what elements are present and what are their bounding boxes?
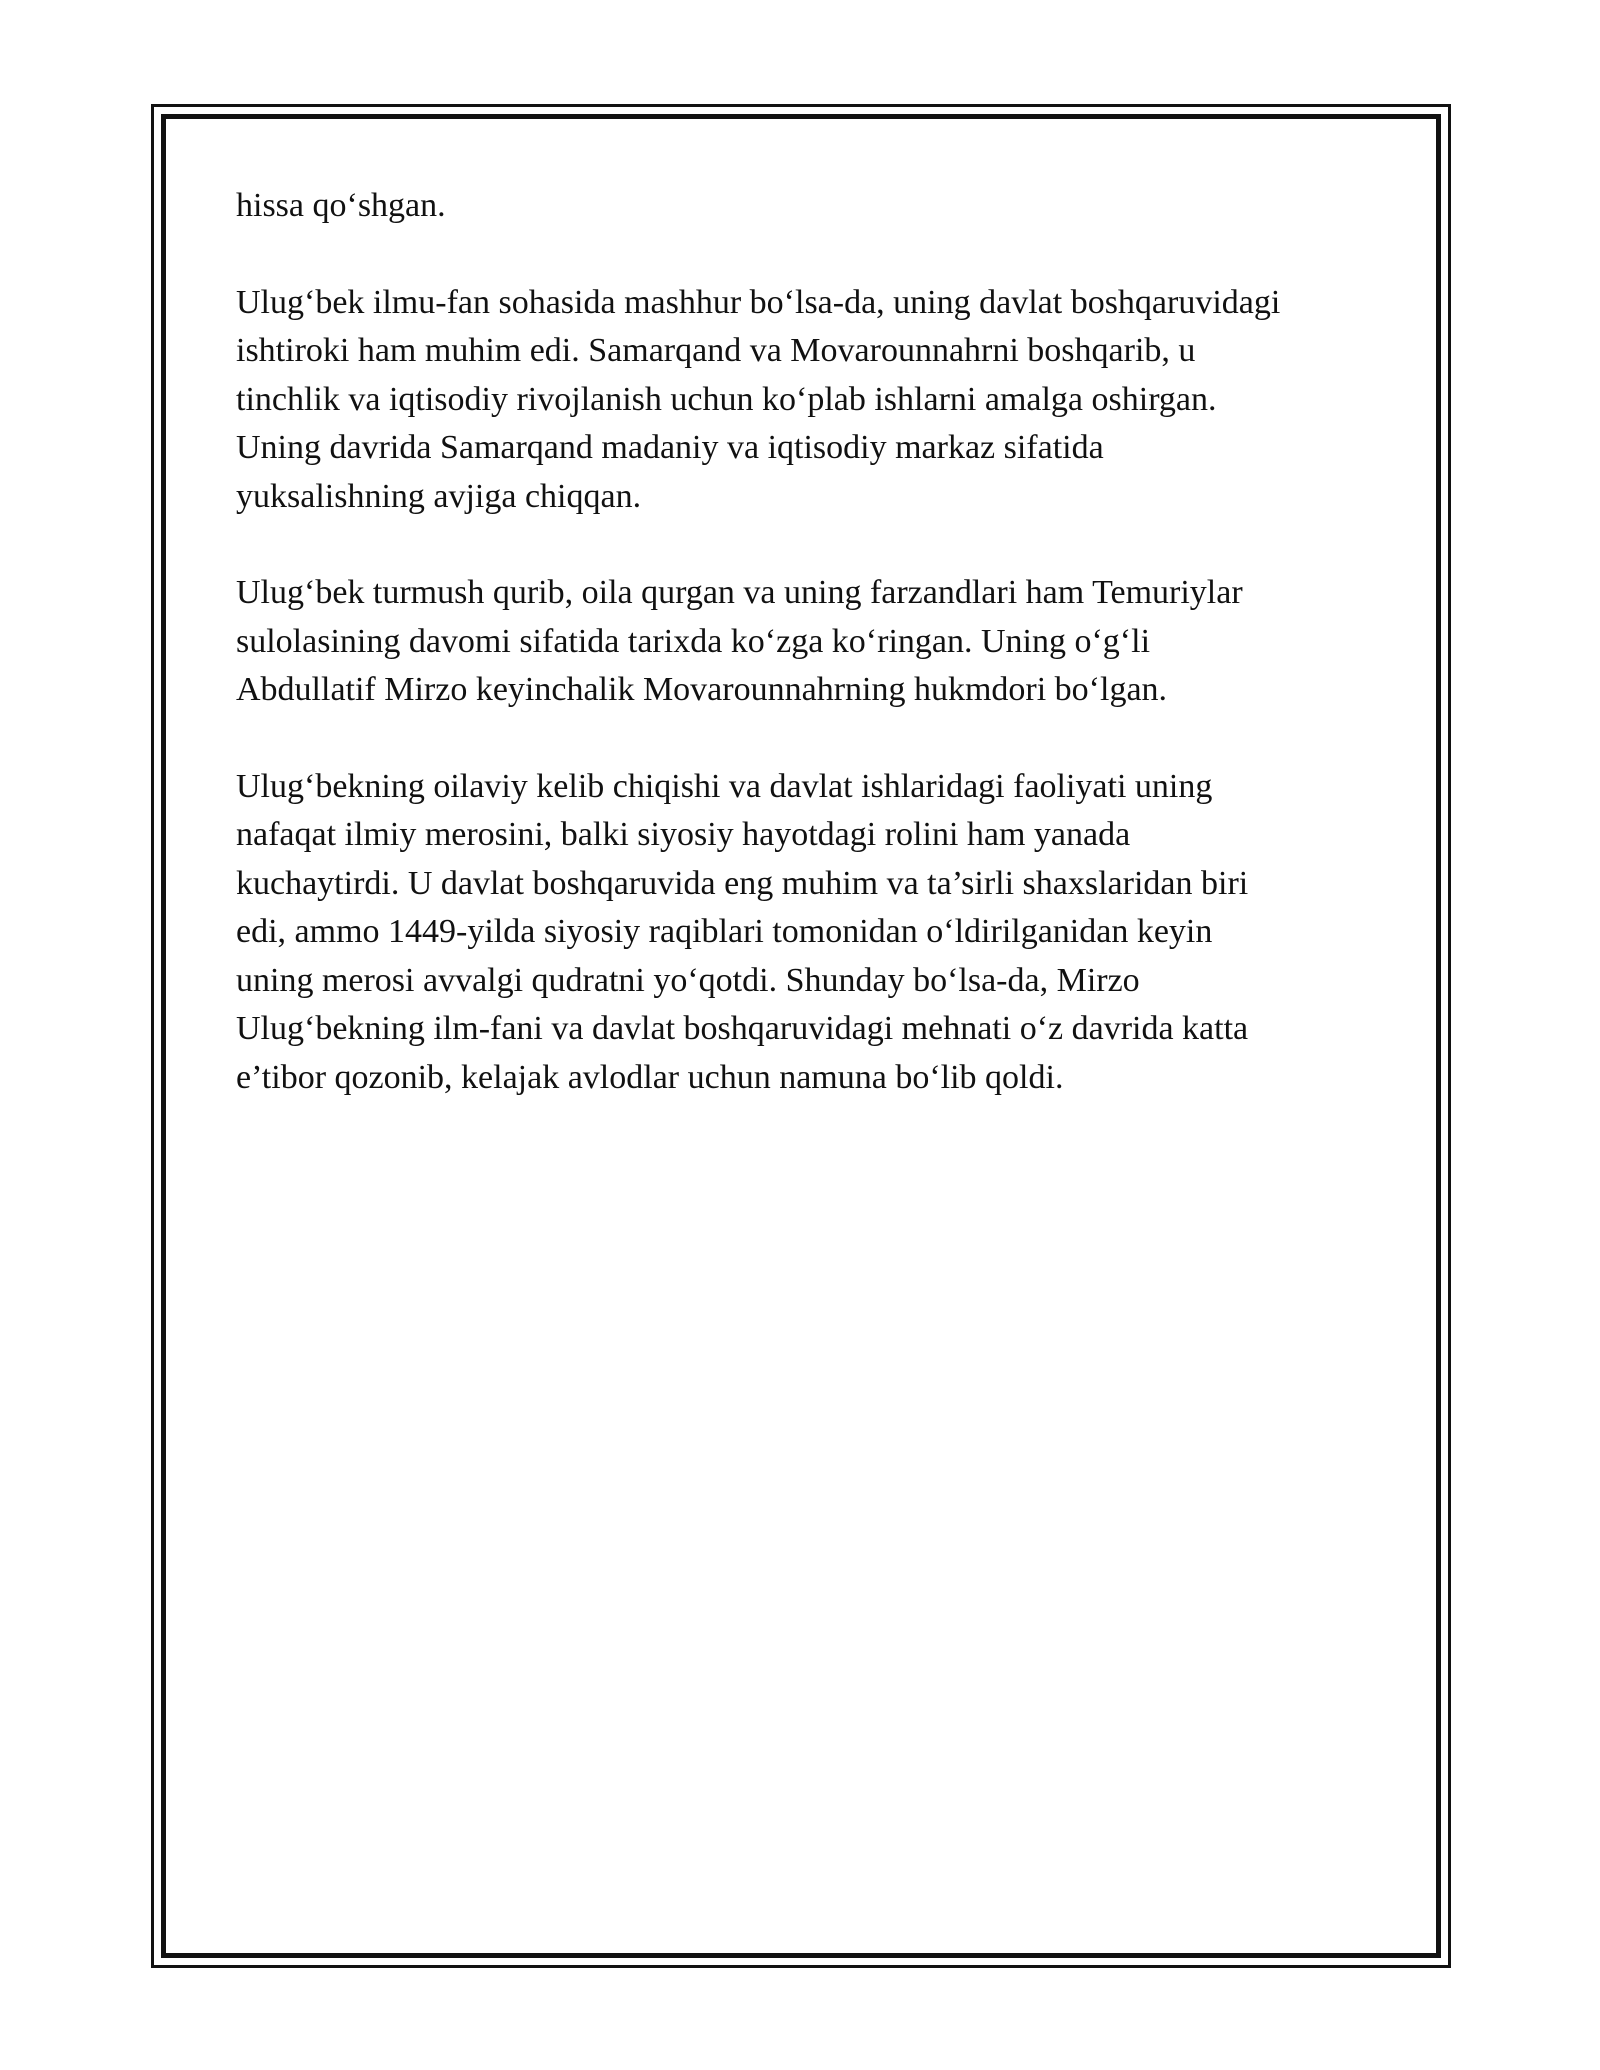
document-body xyxy=(236,182,1386,1150)
paragraph-2: Ulug‘bek ilmu-fan sohasida mashhur bo‘lsa-da, uning davlat boshqaruvidagi ishtiroki ham muhim edi. Samarqand va Movarounnahrni boshqarib, u tinchlik va iqtisodiy rivojlanish uchun ko‘plab ishlarni amalga oshirgan. Uning davrida Samarqand madaniy va iqtisodiy markaz sifatida yuksalishning avjiga chiqqan. xyxy=(236,283,1281,515)
paragraph-1: hissa qo‘shgan. xyxy=(236,187,446,224)
paragraph-3: Ulug‘bek turmush qurib, oila qurgan va uning farzandlari ham Temuriylar sulolasining davomi sifatida tarixda ko‘zga ko‘ringan. Uning o‘g‘li Abdullatif Mirzo keyinchalik Movarounnahrning hukmdori bo‘lgan. xyxy=(236,574,1243,708)
paragraph-4: Ulug‘bekning oilaviy kelib chiqishi va davlat ishlaridagi faoliyati uning nafaqat ilmiy merosini, balki siyosiy hayotdagi rolini ham yanada kuchaytirdi. U davlat boshqaruvida eng muhim va ta’sirli shaxslaridan biri edi, ammo 1449-yilda siyosiy raqiblari tomonidan o‘ldirilganidan keyin uning merosi avvalgi qudratni yo‘qotdi. Shunday bo‘lsa-da, Mirzo Ulug‘bekning ilm-fani va davlat boshqaruvidagi mehnati o‘z davrida katta e’tibor qozonib, kelajak avlodlar uchun namuna bo‘lib qoldi. xyxy=(236,767,1249,1096)
